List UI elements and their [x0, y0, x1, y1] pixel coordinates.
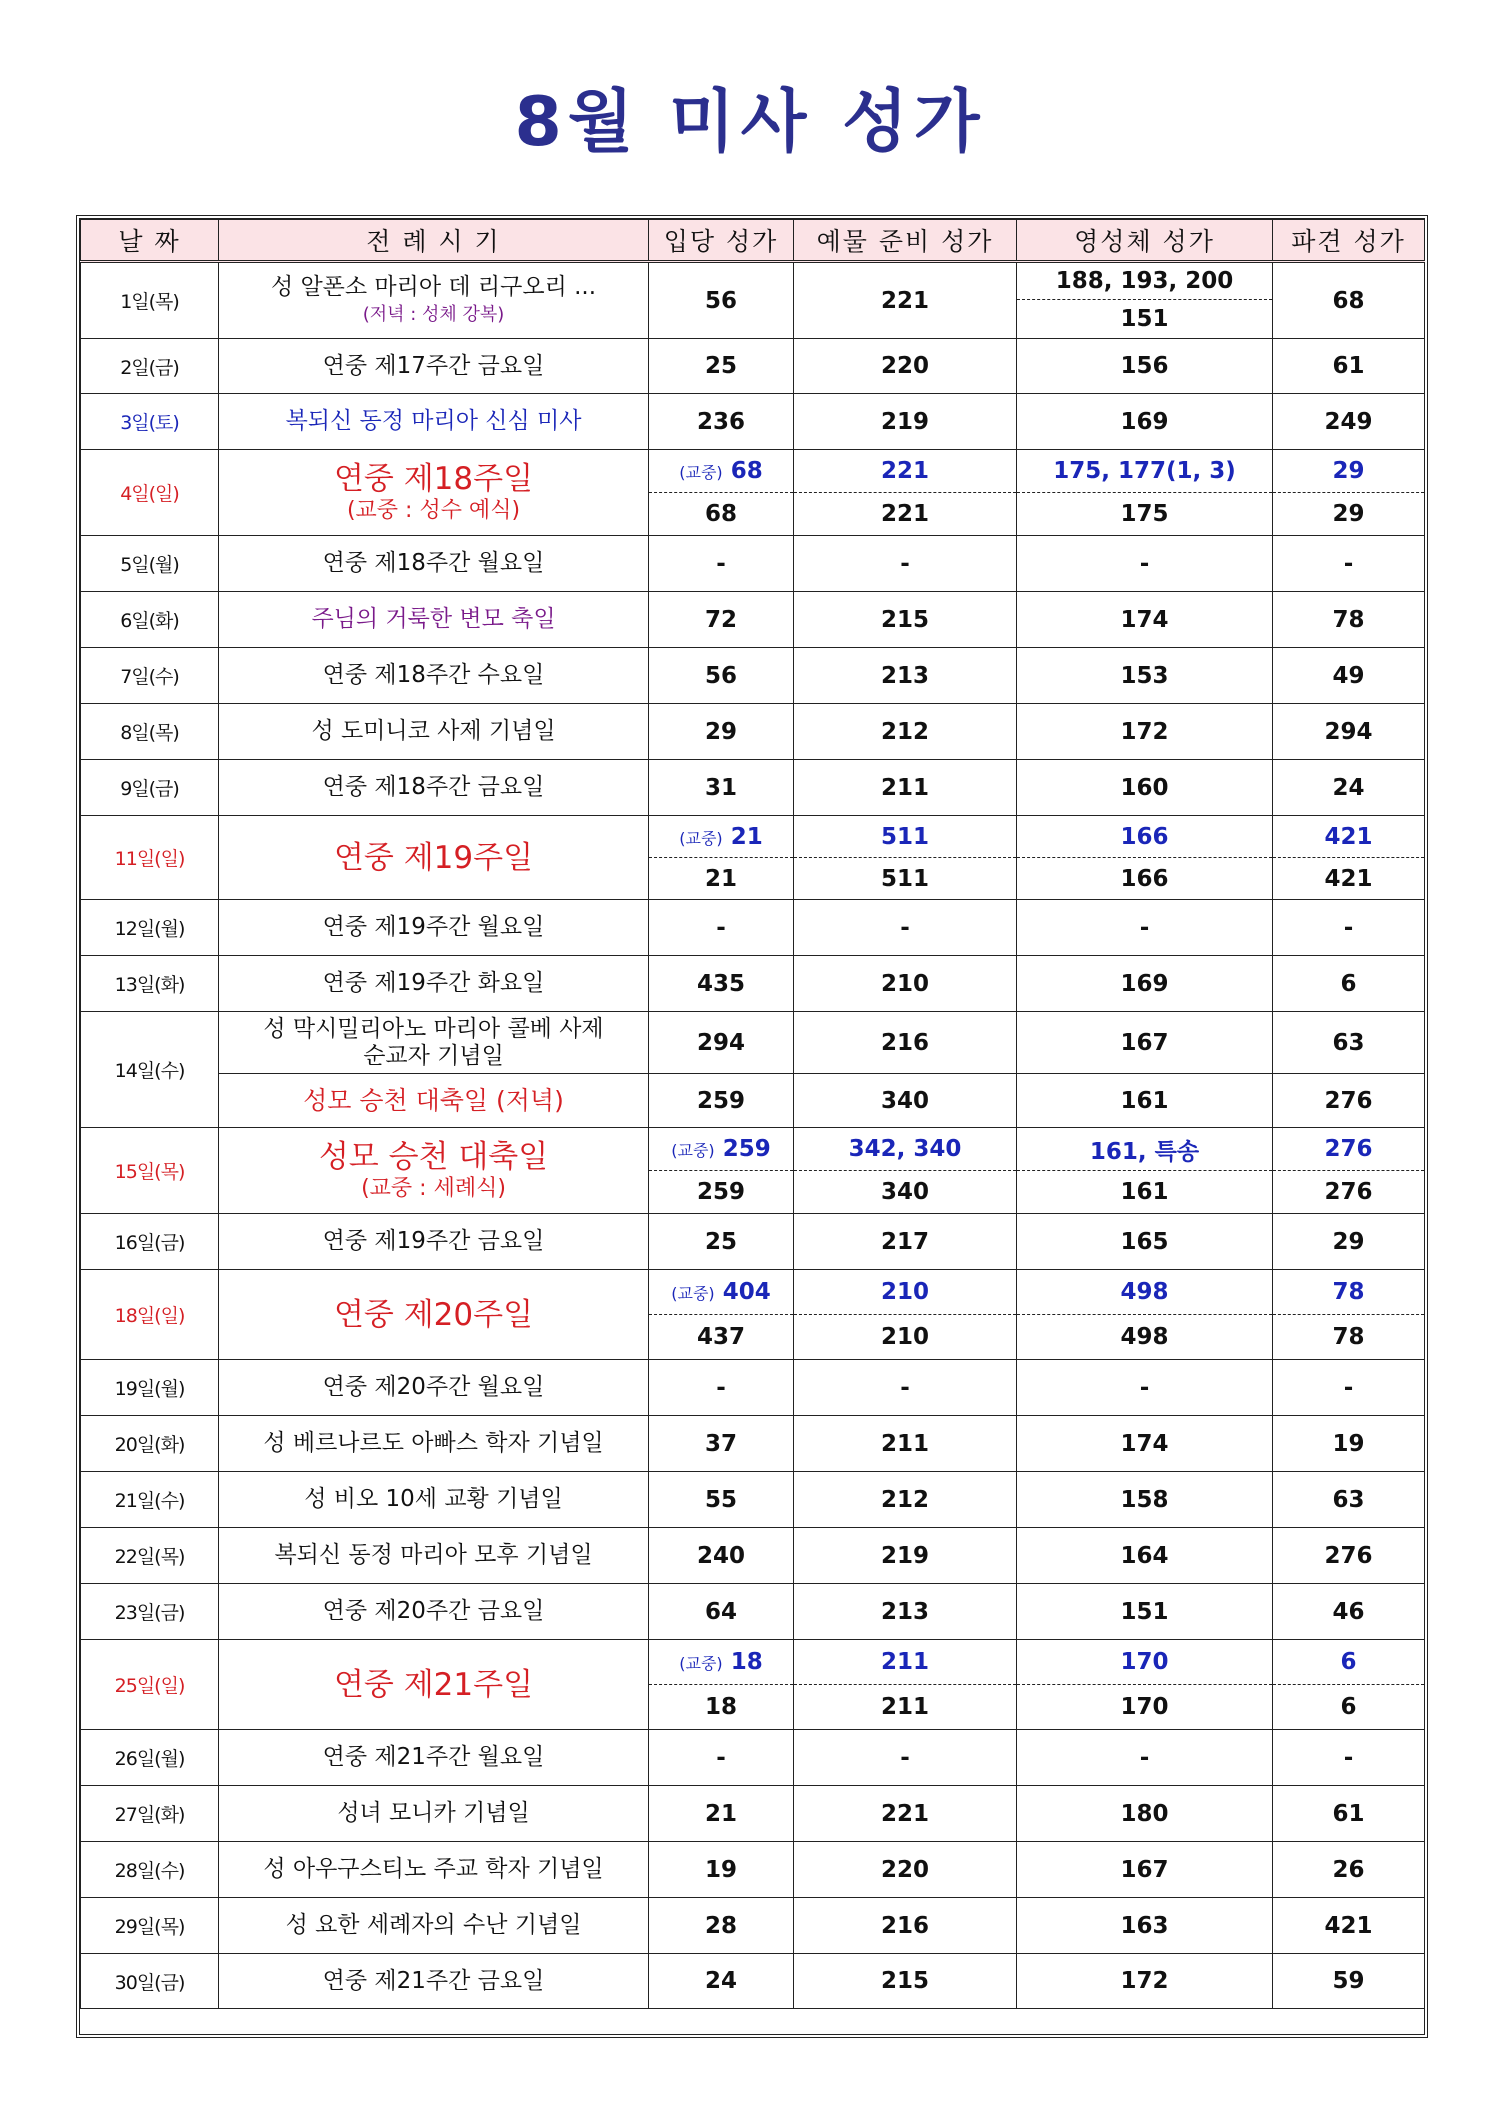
recessional-cell: 421	[1273, 858, 1425, 900]
recessional-cell: 19	[1273, 1416, 1425, 1472]
header-recessional: 파견 성가	[1273, 220, 1425, 262]
table-row	[81, 648, 1425, 704]
date-cell: 12일(월)	[81, 900, 219, 956]
offertory-cell: 511	[794, 816, 1017, 858]
offertory-cell: 340	[794, 1171, 1017, 1214]
offertory-cell: 511	[794, 858, 1017, 900]
offertory-cell: -	[794, 1360, 1017, 1416]
recessional-cell: 29	[1273, 493, 1425, 536]
recessional-cell: -	[1273, 900, 1425, 956]
recessional-cell: 61	[1273, 339, 1425, 394]
header-row	[81, 220, 1425, 262]
communion-cell: 161	[1017, 1171, 1273, 1214]
date-cell: 13일(화)	[81, 956, 219, 1012]
entrance-cell: 56	[649, 262, 794, 339]
offertory-cell: 213	[794, 1584, 1017, 1640]
liturgy-note: (교중 : 성수 예식)	[346, 498, 521, 523]
table-row	[81, 1416, 1425, 1472]
page-title: 8월 미사 성가	[514, 83, 986, 162]
table-row	[81, 339, 1425, 394]
date-cell: 3일(토)	[81, 394, 219, 450]
offertory-cell: 213	[794, 648, 1017, 704]
liturgy-name: 연중 제18주일	[333, 461, 534, 497]
entrance-cell: 72	[649, 592, 794, 648]
liturgy-cell: 연중 제19주간 금요일	[219, 1214, 649, 1270]
offertory-cell: 211	[794, 1685, 1017, 1730]
liturgy-cell: 복되신 동정 마리아 신심 미사	[219, 394, 649, 450]
table-row	[81, 816, 1425, 858]
recessional-cell: 63	[1273, 1472, 1425, 1528]
header-offertory: 예물 준비 성가	[794, 220, 1017, 262]
table-row	[81, 1584, 1425, 1640]
entrance-cell: 259	[649, 1171, 794, 1214]
offertory-cell: 217	[794, 1214, 1017, 1270]
recessional-cell: -	[1273, 1360, 1425, 1416]
entrance-cell: 24	[649, 1954, 794, 2009]
table-row	[81, 1842, 1425, 1898]
recessional-cell: 59	[1273, 1954, 1425, 2009]
offertory-cell: -	[794, 536, 1017, 592]
date-cell: 23일(금)	[81, 1584, 219, 1640]
date-cell: 20일(화)	[81, 1416, 219, 1472]
date-cell: 7일(수)	[81, 648, 219, 704]
communion-cell: 166	[1017, 858, 1273, 900]
table-row	[81, 1640, 1425, 1685]
liturgy-cell	[219, 262, 649, 339]
communion-cell: 180	[1017, 1786, 1273, 1842]
liturgy-note: (저녁 : 성체 강복)	[362, 303, 505, 325]
table-row	[81, 1214, 1425, 1270]
recessional-cell: 78	[1273, 1315, 1425, 1360]
offertory-cell: 221	[794, 1786, 1017, 1842]
entrance-cell: 25	[649, 1214, 794, 1270]
recessional-cell: 276	[1273, 1074, 1425, 1128]
table-row	[81, 1528, 1425, 1584]
offertory-cell: 215	[794, 1954, 1017, 2009]
communion-cell: 153	[1017, 648, 1273, 704]
entrance-cell: 294	[649, 1012, 794, 1074]
recessional-cell: 276	[1273, 1171, 1425, 1214]
offertory-cell: 211	[794, 760, 1017, 816]
liturgy-cell	[219, 1012, 649, 1074]
liturgy-cell: 연중 제18주간 수요일	[219, 648, 649, 704]
recessional-cell: 6	[1273, 1685, 1425, 1730]
communion-cell: -	[1017, 1730, 1273, 1786]
liturgy-cell: 성모 승천 대축일 (저녁)	[219, 1074, 649, 1128]
offertory-cell: 216	[794, 1012, 1017, 1074]
liturgy-name: 연중 제20주일	[333, 1296, 534, 1333]
communion-cell: 498	[1017, 1315, 1273, 1360]
offertory-cell: 342, 340	[794, 1128, 1017, 1171]
date-cell: 26일(월)	[81, 1730, 219, 1786]
liturgy-cell: 복되신 동정 마리아 모후 기념일	[219, 1528, 649, 1584]
offertory-cell: 219	[794, 1528, 1017, 1584]
entrance-cell: -	[649, 1730, 794, 1786]
liturgy-cell: 연중 제21주간 월요일	[219, 1730, 649, 1786]
recessional-cell: 276	[1273, 1528, 1425, 1584]
communion-cell: 498	[1017, 1270, 1273, 1315]
offertory-cell: 340	[794, 1074, 1017, 1128]
recessional-cell: 421	[1273, 1898, 1425, 1954]
table-row	[81, 1786, 1425, 1842]
offertory-cell: 211	[794, 1640, 1017, 1685]
liturgy-name: 연중 제21주일	[333, 1666, 534, 1703]
communion-cell: 175, 177(1, 3)	[1017, 450, 1273, 493]
table-row	[81, 1128, 1425, 1171]
offertory-cell: 210	[794, 1315, 1017, 1360]
entrance-cell	[649, 816, 794, 858]
entrance-cell: 21	[649, 858, 794, 900]
offertory-cell: 220	[794, 339, 1017, 394]
table-row	[81, 1012, 1425, 1074]
entrance-cell: 31	[649, 760, 794, 816]
communion-cell: 167	[1017, 1842, 1273, 1898]
table-row	[81, 262, 1425, 300]
gyojung-tag: (교중)	[671, 1141, 715, 1160]
date-cell: 4일(일)	[81, 450, 219, 536]
liturgy-cell: 성 요한 세례자의 수난 기념일	[219, 1898, 649, 1954]
offertory-cell: 219	[794, 394, 1017, 450]
recessional-cell: 78	[1273, 592, 1425, 648]
date-cell: 25일(일)	[81, 1640, 219, 1730]
communion-cell: 167	[1017, 1012, 1273, 1074]
date-cell: 15일(목)	[81, 1128, 219, 1214]
table-row	[81, 1270, 1425, 1315]
recessional-cell: 29	[1273, 450, 1425, 493]
offertory-cell: -	[794, 1730, 1017, 1786]
liturgy-cell	[219, 816, 649, 900]
entrance-cell: -	[649, 1360, 794, 1416]
date-cell: 27일(화)	[81, 1786, 219, 1842]
liturgy-cell	[219, 450, 649, 536]
communion-cell: 160	[1017, 760, 1273, 816]
entrance-cell: 259	[649, 1074, 794, 1128]
table-row	[81, 900, 1425, 956]
entrance-value: 404	[722, 1279, 771, 1305]
header-liturgy: 전 례 시 기	[219, 220, 649, 262]
recessional-cell: 249	[1273, 394, 1425, 450]
date-cell: 2일(금)	[81, 339, 219, 394]
table-row	[81, 1360, 1425, 1416]
liturgy-name: 연중 제19주일	[333, 839, 534, 876]
table-row	[81, 1730, 1425, 1786]
recessional-cell: 276	[1273, 1128, 1425, 1171]
communion-cell: 161, 특송	[1017, 1128, 1273, 1171]
liturgy-cell: 성 베르나르도 아빠스 학자 기념일	[219, 1416, 649, 1472]
offertory-cell: 215	[794, 592, 1017, 648]
entrance-value: 259	[722, 1136, 771, 1162]
liturgy-cell: 연중 제21주간 금요일	[219, 1954, 649, 2009]
offertory-cell: 216	[794, 1898, 1017, 1954]
date-cell: 22일(목)	[81, 1528, 219, 1584]
communion-cell: 161	[1017, 1074, 1273, 1128]
liturgy-cell: 성녀 모니카 기념일	[219, 1786, 649, 1842]
date-cell: 11일(일)	[81, 816, 219, 900]
recessional-cell: 26	[1273, 1842, 1425, 1898]
header-date: 날 짜	[81, 220, 219, 262]
gyojung-tag: (교중)	[679, 828, 723, 848]
communion-cell: -	[1017, 536, 1273, 592]
date-cell: 21일(수)	[81, 1472, 219, 1528]
liturgy-cell: 연중 제19주간 월요일	[219, 900, 649, 956]
recessional-cell: 29	[1273, 1214, 1425, 1270]
recessional-cell: 61	[1273, 1786, 1425, 1842]
date-cell: 8일(목)	[81, 704, 219, 760]
communion-cell: 165	[1017, 1214, 1273, 1270]
recessional-cell: 421	[1273, 816, 1425, 858]
entrance-cell: 68	[649, 493, 794, 536]
liturgy-cell: 성 도미니코 사제 기념일	[219, 704, 649, 760]
liturgy-note: (교중 : 세례식)	[361, 1176, 506, 1201]
entrance-cell: 25	[649, 339, 794, 394]
entrance-cell: 18	[649, 1685, 794, 1730]
offertory-cell: 210	[794, 956, 1017, 1012]
table-row	[81, 592, 1425, 648]
entrance-cell: 29	[649, 704, 794, 760]
entrance-cell	[649, 1270, 794, 1315]
date-cell: 14일(수)	[81, 1012, 219, 1128]
communion-cell: 163	[1017, 1898, 1273, 1954]
liturgy-name: 성 알폰소 마리아 데 리구오리 ...	[270, 273, 597, 300]
liturgy-name-line2: 순교자 기념일	[363, 1042, 504, 1069]
gyojung-tag: (교중)	[679, 1654, 723, 1673]
entrance-value: 68	[730, 458, 763, 484]
liturgy-cell	[219, 1128, 649, 1214]
liturgy-cell: 연중 제17주간 금요일	[219, 339, 649, 394]
communion-cell: 170	[1017, 1685, 1273, 1730]
entrance-cell: 56	[649, 648, 794, 704]
date-cell: 16일(금)	[81, 1214, 219, 1270]
liturgy-cell	[219, 1640, 649, 1730]
offertory-cell: 210	[794, 1270, 1017, 1315]
communion-cell: 151	[1017, 1584, 1273, 1640]
liturgy-cell: 성 아우구스티노 주교 학자 기념일	[219, 1842, 649, 1898]
liturgy-cell: 주님의 거룩한 변모 축일	[219, 592, 649, 648]
liturgy-name: 성모 승천 대축일	[318, 1139, 549, 1175]
communion-cell: -	[1017, 1360, 1273, 1416]
communion-cell: 158	[1017, 1472, 1273, 1528]
entrance-cell: 240	[649, 1528, 794, 1584]
entrance-cell: 236	[649, 394, 794, 450]
date-cell: 28일(수)	[81, 1842, 219, 1898]
entrance-cell	[649, 1640, 794, 1685]
hymn-table	[80, 219, 1425, 2009]
table-row	[81, 450, 1425, 493]
communion-cell: 164	[1017, 1528, 1273, 1584]
offertory-cell: 211	[794, 1416, 1017, 1472]
date-cell: 30일(금)	[81, 1954, 219, 2009]
liturgy-cell	[219, 1270, 649, 1360]
date-cell: 5일(월)	[81, 536, 219, 592]
entrance-cell: -	[649, 900, 794, 956]
communion-cell: 169	[1017, 956, 1273, 1012]
recessional-cell: -	[1273, 536, 1425, 592]
liturgy-cell: 연중 제18주간 월요일	[219, 536, 649, 592]
date-cell: 18일(일)	[81, 1270, 219, 1360]
liturgy-cell: 연중 제19주간 화요일	[219, 956, 649, 1012]
entrance-cell: -	[649, 536, 794, 592]
communion-cell: 175	[1017, 493, 1273, 536]
entrance-value: 18	[730, 1649, 763, 1675]
communion-cell: 172	[1017, 704, 1273, 760]
communion-cell: 151	[1017, 300, 1273, 339]
date-cell: 1일(목)	[81, 262, 219, 339]
entrance-cell: 37	[649, 1416, 794, 1472]
entrance-cell: 435	[649, 956, 794, 1012]
recessional-cell: -	[1273, 1730, 1425, 1786]
communion-cell: 156	[1017, 339, 1273, 394]
recessional-cell: 78	[1273, 1270, 1425, 1315]
date-cell: 19일(월)	[81, 1360, 219, 1416]
recessional-cell: 6	[1273, 956, 1425, 1012]
date-cell: 6일(화)	[81, 592, 219, 648]
entrance-cell: 55	[649, 1472, 794, 1528]
recessional-cell: 6	[1273, 1640, 1425, 1685]
header-communion: 영성체 성가	[1017, 220, 1273, 262]
table-row	[81, 1074, 1425, 1128]
liturgy-name: 성 막시밀리아노 마리아 콜베 사제	[263, 1015, 604, 1042]
table-row	[81, 536, 1425, 592]
liturgy-cell: 연중 제20주간 월요일	[219, 1360, 649, 1416]
liturgy-cell: 연중 제20주간 금요일	[219, 1584, 649, 1640]
gyojung-tag: (교중)	[679, 463, 723, 482]
entrance-cell	[649, 450, 794, 493]
table-row	[81, 1954, 1425, 2009]
entrance-cell: 28	[649, 1898, 794, 1954]
recessional-cell: 46	[1273, 1584, 1425, 1640]
offertory-cell: 212	[794, 704, 1017, 760]
table-row	[81, 956, 1425, 1012]
recessional-cell: 68	[1273, 262, 1425, 339]
communion-cell: 169	[1017, 394, 1273, 450]
date-cell: 29일(목)	[81, 1898, 219, 1954]
table-row	[81, 704, 1425, 760]
table-row	[81, 1472, 1425, 1528]
entrance-cell	[649, 1128, 794, 1171]
communion-cell: 170	[1017, 1640, 1273, 1685]
entrance-cell: 64	[649, 1584, 794, 1640]
recessional-cell: 63	[1273, 1012, 1425, 1074]
recessional-cell: 49	[1273, 648, 1425, 704]
date-cell: 9일(금)	[81, 760, 219, 816]
communion-cell: 174	[1017, 1416, 1273, 1472]
table-row	[81, 1898, 1425, 1954]
communion-cell: -	[1017, 900, 1273, 956]
recessional-cell: 24	[1273, 760, 1425, 816]
offertory-cell: 221	[794, 450, 1017, 493]
offertory-cell: 221	[794, 493, 1017, 536]
table-row	[81, 394, 1425, 450]
offertory-cell: -	[794, 900, 1017, 956]
liturgy-cell: 성 비오 10세 교황 기념일	[219, 1472, 649, 1528]
communion-cell: 166	[1017, 816, 1273, 858]
offertory-cell: 220	[794, 1842, 1017, 1898]
entrance-cell: 437	[649, 1315, 794, 1360]
recessional-cell: 294	[1273, 704, 1425, 760]
table-row	[81, 760, 1425, 816]
liturgy-cell: 연중 제18주간 금요일	[219, 760, 649, 816]
communion-cell: 188, 193, 200	[1017, 262, 1273, 300]
communion-cell: 174	[1017, 592, 1273, 648]
entrance-cell: 21	[649, 1786, 794, 1842]
gyojung-tag: (교중)	[671, 1284, 715, 1303]
offertory-cell: 221	[794, 262, 1017, 339]
entrance-value: 21	[730, 823, 763, 850]
communion-cell: 172	[1017, 1954, 1273, 2009]
header-entrance: 입당 성가	[649, 220, 794, 262]
entrance-cell: 19	[649, 1842, 794, 1898]
offertory-cell: 212	[794, 1472, 1017, 1528]
